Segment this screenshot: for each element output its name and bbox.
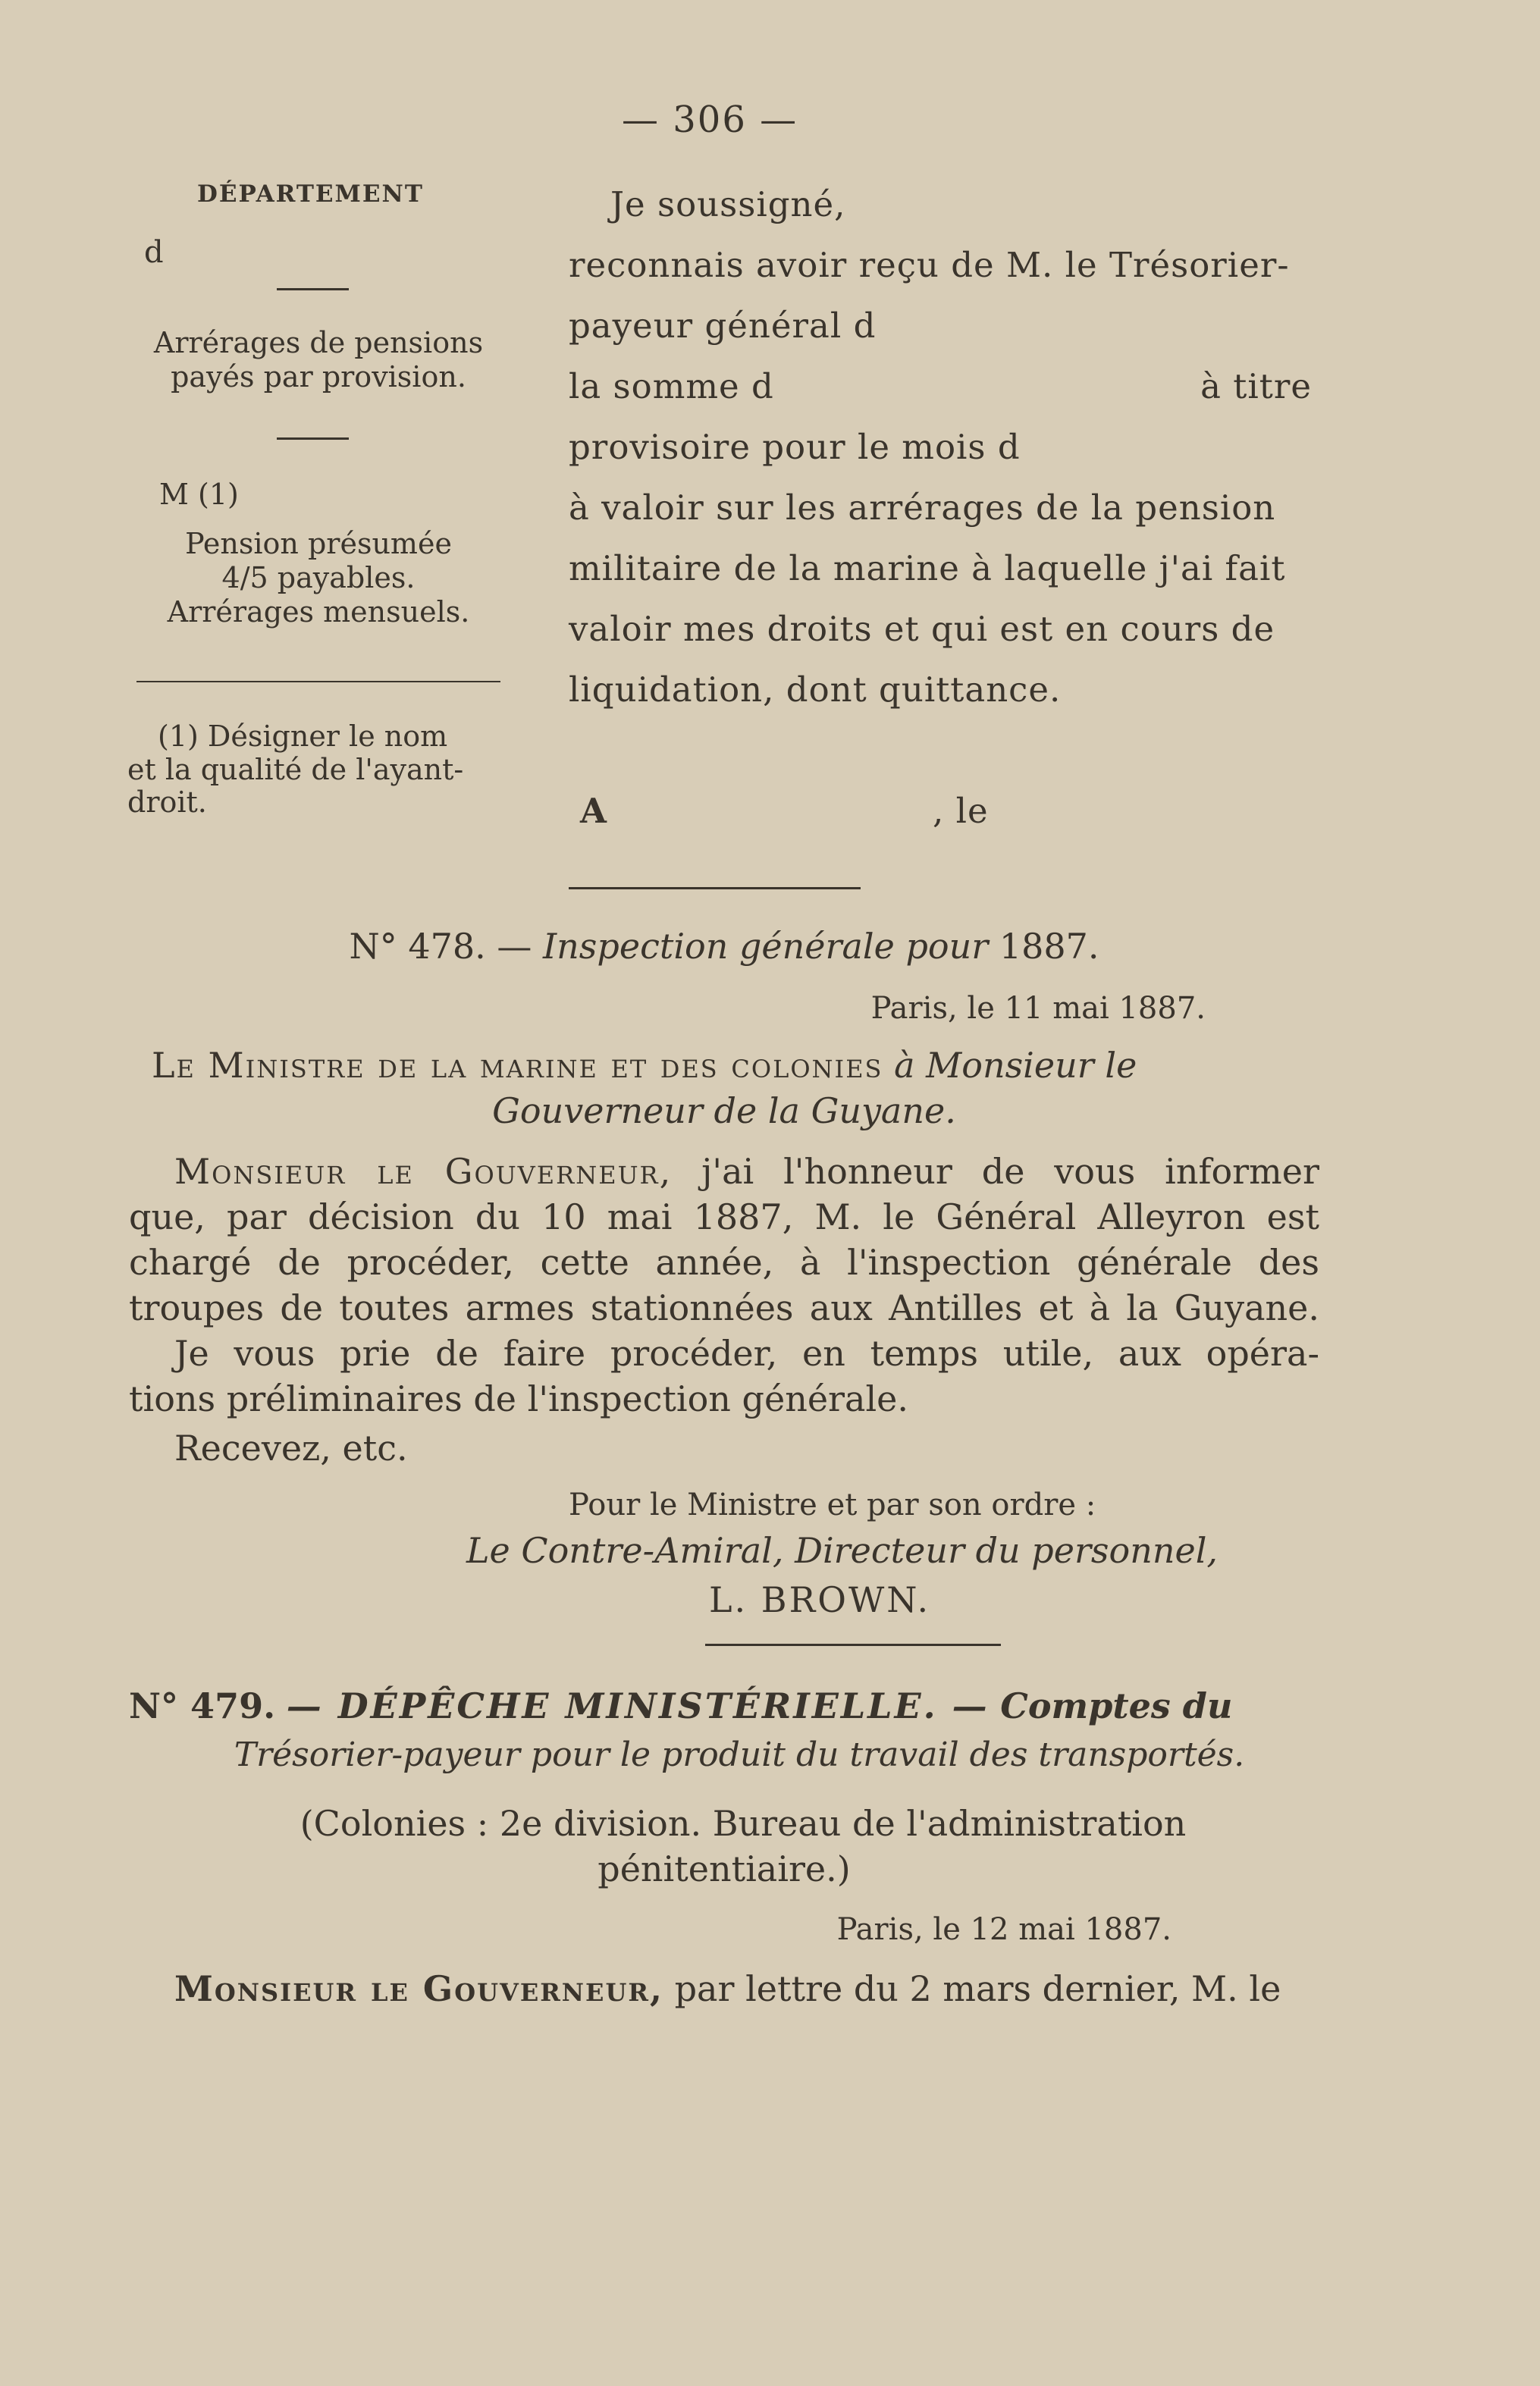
form-line-4-left: la somme d: [569, 366, 774, 406]
doc478-address-line2: [129, 1088, 1319, 1133]
doc478-address-it2: Gouverneur de la Guyane.: [492, 1090, 956, 1131]
doc479-title-caps: — DÉPÊCHE MINISTÉRIELLE. —: [286, 1685, 990, 1726]
margin-rule-1: [277, 288, 349, 290]
doc478-heading: [129, 923, 1319, 969]
margin-block-arrerages: [121, 326, 516, 394]
doc478-year: 1887.: [999, 926, 1099, 967]
doc478-signature-3: L. BROWN.: [709, 1579, 931, 1620]
margin-d: d: [144, 235, 164, 270]
doc478-closing: Recevez, etc.: [174, 1428, 408, 1469]
margin-rule-2: [277, 437, 349, 440]
receipt-form: [569, 174, 1327, 842]
doc478-p1-text1: j'ai l'honneur de vous informer: [701, 1151, 1319, 1192]
doc479-salutation: Monsieur le Gouverneur,: [174, 1968, 663, 2009]
form-place-label: A: [580, 791, 607, 831]
margin-footnote: [127, 720, 522, 820]
doc478-address-it1: à Monsieur le: [894, 1045, 1137, 1086]
doc478-signature-2: Le Contre-Amiral, Directeur du personnel,: [466, 1530, 1219, 1571]
doc479-title-it1: Comptes du: [1000, 1685, 1233, 1726]
form-line-4: [569, 356, 1327, 417]
doc478-number: N° 478.: [349, 926, 486, 967]
doc479-date: Paris, le 12 mai 1887.: [836, 1912, 1171, 1947]
doc478-paragraph-1: [129, 1149, 1319, 1331]
doc478-dash: —: [497, 926, 532, 967]
form-line-1: Je soussigné,: [610, 184, 846, 224]
margin-block2-line1: Pension présumée: [185, 527, 452, 560]
form-line-9: liquidation, dont quittance.: [569, 669, 1062, 710]
doc478-p1-line2: que, par décision du 10 mai 1887, M. le Général Alleyron est: [129, 1196, 1319, 1237]
doc479-number: N° 479.: [129, 1685, 276, 1726]
margin-block1-line1: Arrérages de pensions: [153, 326, 484, 359]
form-line-2: reconnais avoir reçu de M. le Trésorier-: [569, 245, 1290, 285]
margin-m: M (1): [159, 478, 239, 511]
doc478-p1-line4: troupes de toutes armes stationnées aux Antilles et à la Guyane.: [129, 1287, 1319, 1328]
doc478-address-line1: [129, 1043, 1319, 1088]
doc478-p1-line3: chargé de procéder, cette année, à l'inspection générale des: [129, 1242, 1319, 1283]
footnote-line1: (1) Désigner le nom: [158, 720, 448, 753]
doc478-title: Inspection générale pour: [543, 926, 989, 967]
doc478-date: Paris, le 11 mai 1887.: [870, 991, 1206, 1026]
doc478-salutation: Monsieur le Gouverneur,: [174, 1151, 673, 1192]
doc478-p2-line1: Je vous prie de faire procéder, en temps utile, aux opéra-: [174, 1333, 1319, 1374]
doc479-p1-text: par lettre du 2 mars dernier, M. le: [674, 1968, 1281, 2009]
doc479-bureau-line2: pénitentiaire.): [597, 1848, 851, 1889]
section-separator-2: [705, 1644, 1001, 1646]
margin-heading: DÉPARTEMENT: [197, 180, 424, 208]
form-line-7: militaire de la marine à laquelle j'ai fait: [569, 548, 1286, 588]
margin-rule-3: [136, 681, 500, 682]
doc478-signature-1: Pour le Ministre et par son ordre :: [569, 1488, 1096, 1522]
margin-block-pension: [121, 527, 516, 629]
doc479-bureau-line1: (Colonies : 2e division. Bureau de l'administration: [300, 1803, 1187, 1844]
doc478-p1-line1: [129, 1149, 1319, 1194]
form-line-4-right: à titre: [1200, 366, 1312, 406]
margin-block1-line2: payés par provision.: [171, 359, 466, 393]
page-number: — 306 —: [622, 99, 798, 141]
doc479-paragraph-1: [129, 1966, 1319, 2011]
form-line-5: provisoire pour le mois d: [569, 427, 1021, 467]
margin-block2-line2: 4/5 payables.: [221, 560, 416, 594]
section-separator-1: [569, 887, 861, 889]
form-line-3: payeur général d: [569, 306, 877, 346]
doc478-p2-line2: tions préliminaires de l'inspection générale.: [129, 1378, 909, 1419]
footnote-line3: droit.: [127, 785, 207, 820]
footnote-line2: et la qualité de l'ayant-: [127, 752, 464, 786]
form-date-label: , le: [933, 791, 989, 831]
doc479-heading-line2: Trésorier-payeur pour le produit du travail des transportés.: [234, 1735, 1245, 1774]
doc478-address-sc: Le Ministre de la marine et des colonies: [152, 1045, 883, 1086]
form-place-date: [569, 781, 1327, 842]
doc478-paragraph-2: [129, 1331, 1319, 1422]
doc479-heading-line1: [129, 1683, 1312, 1729]
form-line-8: valoir mes droits et qui est en cours de: [569, 609, 1275, 649]
form-line-6: à valoir sur les arrérages de la pension: [569, 488, 1276, 528]
margin-block2-line3: Arrérages mensuels.: [167, 594, 470, 629]
